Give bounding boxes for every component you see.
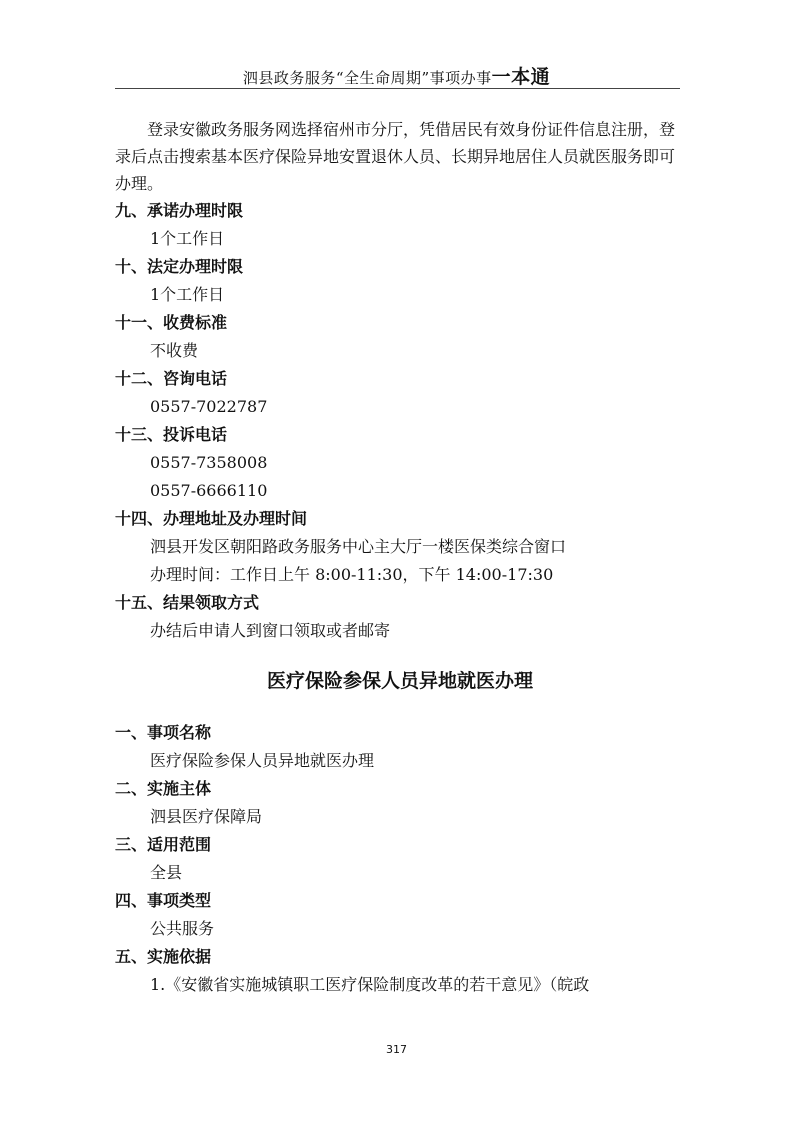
intro-paragraph: 登录安徽政务服务网选择宿州市分厅，凭借居民有效身份证件信息注册，登录后点击搜索基本医疗保险异地安置退休人员、长期异地居住人员就医服务即可办理。 xyxy=(115,120,676,193)
header-prefix: 泗县政务服务“全生命周期”事项办事 xyxy=(242,69,492,87)
page-content xyxy=(115,116,685,999)
section-value: 0557-6666110 xyxy=(150,481,268,500)
section-heading: 一、事项名称 xyxy=(115,723,212,742)
section-value: 泗县医疗保障局 xyxy=(150,807,263,826)
section xyxy=(115,365,685,421)
section-heading: 十二、咨询电话 xyxy=(115,369,228,388)
section xyxy=(115,943,685,999)
header-rule xyxy=(115,88,680,89)
section-list-b xyxy=(115,719,685,999)
section-value: 全县 xyxy=(150,863,183,882)
section-value: 办理时间：工作日上午 8:00-11:30，下午 14:00-17:30 xyxy=(150,565,554,584)
section-value: 1.《安徽省实施城镇职工医疗保险制度改革的若干意见》（皖政 xyxy=(150,975,590,994)
header-emphasis: 一本通 xyxy=(491,66,551,88)
section-heading: 四、事项类型 xyxy=(115,891,212,910)
section xyxy=(115,505,685,589)
section-heading: 二、实施主体 xyxy=(115,779,212,798)
section xyxy=(115,775,685,831)
document-title: 医疗保险参保人员异地就医办理 xyxy=(266,670,533,692)
section xyxy=(115,887,685,943)
section xyxy=(115,589,685,645)
section-heading: 三、适用范围 xyxy=(115,835,212,854)
section xyxy=(115,197,685,253)
section-heading: 五、实施依据 xyxy=(115,947,212,966)
section-value: 1个工作日 xyxy=(150,285,225,304)
section-list-a xyxy=(115,197,685,645)
section-heading: 十、法定办理时限 xyxy=(115,257,244,276)
section-value: 公共服务 xyxy=(150,919,215,938)
section-value: 1个工作日 xyxy=(150,229,225,248)
section-value: 医疗保险参保人员异地就医办理 xyxy=(150,751,375,770)
section-heading: 十四、办理地址及办理时间 xyxy=(115,509,308,528)
section xyxy=(115,309,685,365)
section xyxy=(115,719,685,775)
section-value: 泗县开发区朝阳路政务服务中心主大厅一楼医保类综合窗口 xyxy=(150,537,567,556)
section-value: 0557-7358008 xyxy=(150,453,268,472)
section xyxy=(115,421,685,505)
page-header xyxy=(0,62,793,89)
page-number: 317 xyxy=(386,1043,407,1056)
section-heading: 十三、投诉电话 xyxy=(115,425,228,444)
section xyxy=(115,831,685,887)
section xyxy=(115,253,685,309)
section-value: 办结后申请人到窗口领取或者邮寄 xyxy=(150,621,391,640)
section-heading: 十五、结果领取方式 xyxy=(115,593,260,612)
section-value: 0557-7022787 xyxy=(150,397,268,416)
section-value: 不收费 xyxy=(150,341,199,360)
section-heading: 十一、收费标准 xyxy=(115,313,228,332)
section-heading: 九、承诺办理时限 xyxy=(115,201,244,220)
